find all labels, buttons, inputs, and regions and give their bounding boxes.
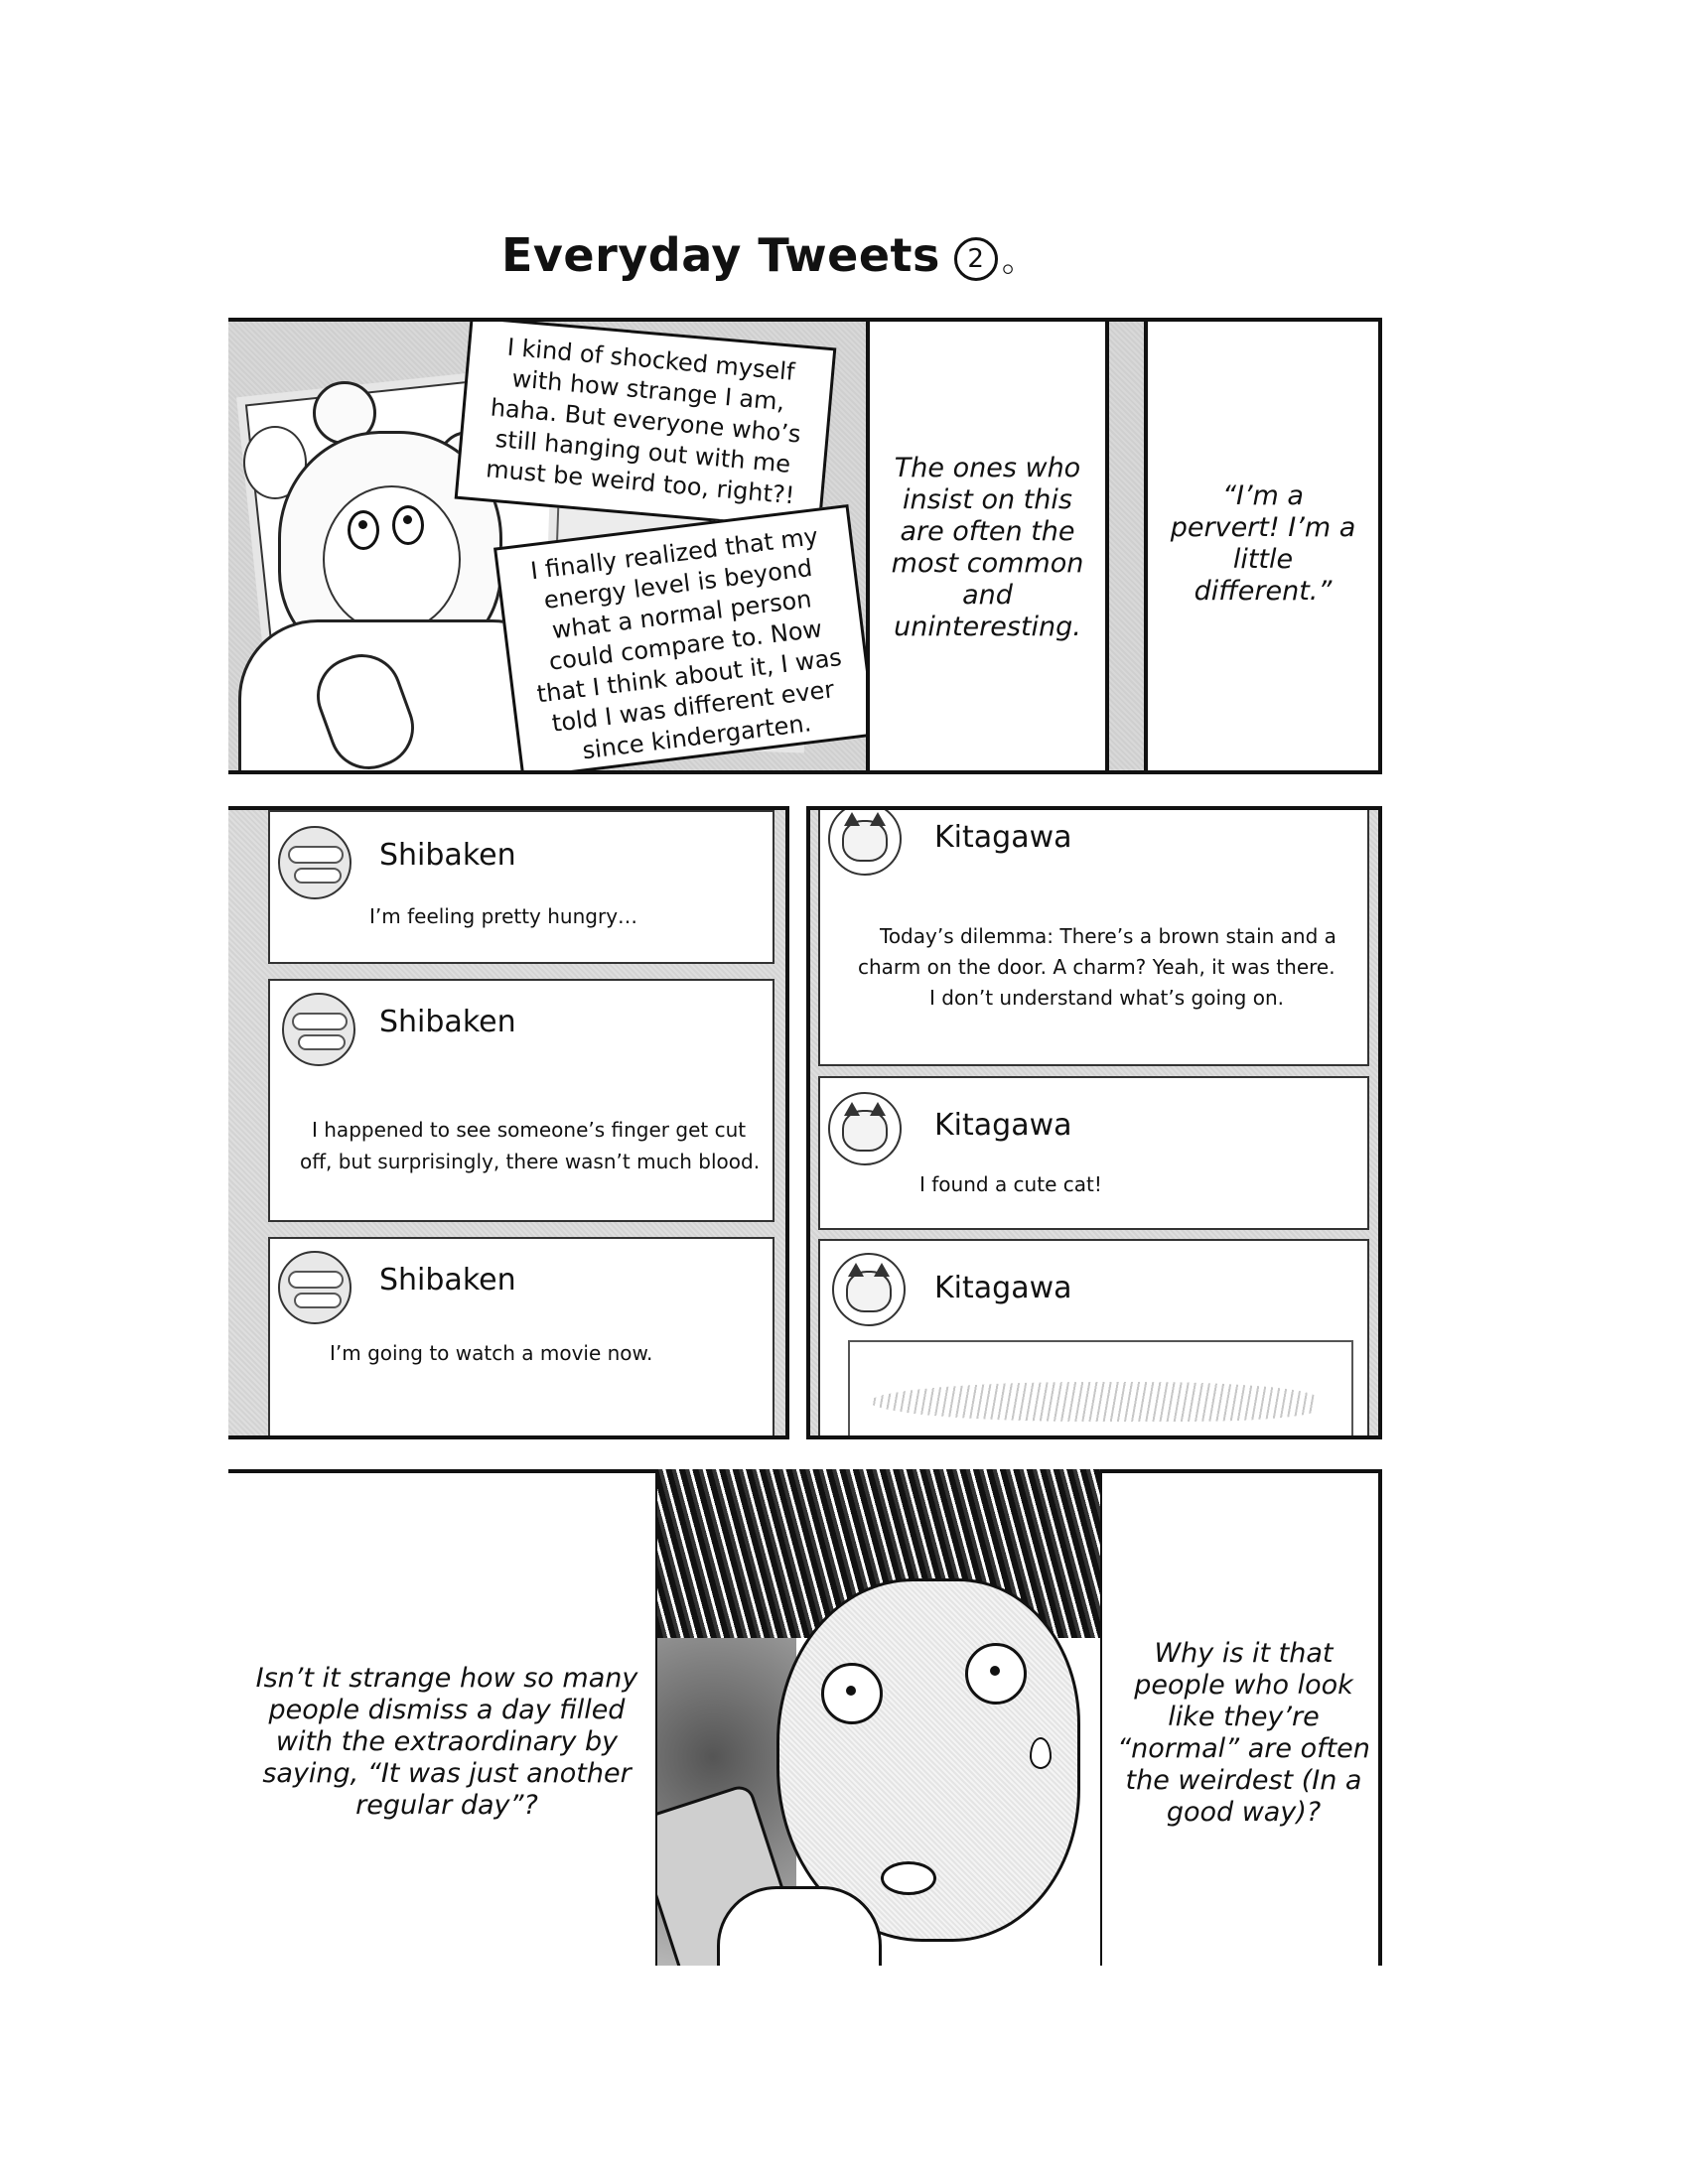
page-title bbox=[501, 228, 1057, 298]
sweat-drop-icon bbox=[1030, 1737, 1052, 1769]
tweet-username: Kitagawa bbox=[934, 1108, 1072, 1143]
eye-left bbox=[821, 1663, 883, 1724]
cloud-icon bbox=[278, 1251, 352, 1324]
cat-face-icon bbox=[846, 1271, 892, 1312]
tweet-card bbox=[268, 810, 774, 964]
tweet-text-line: I happened to see someone’s finger get cut bbox=[312, 1118, 747, 1142]
eye-right bbox=[392, 505, 424, 545]
tweet-text: I found a cute cat! bbox=[919, 1172, 1102, 1196]
tweet-text-line: Today’s dilemma: There’s a brown stain and a bbox=[880, 924, 1336, 948]
tweet-username: Kitagawa bbox=[934, 1271, 1072, 1305]
tweet-feed-kitagawa bbox=[806, 806, 1382, 1439]
cloud-icon bbox=[282, 993, 355, 1066]
cat-icon bbox=[828, 806, 902, 876]
narration-mid-text: The ones who insist on this are often the most common and uninteresting. bbox=[891, 453, 1084, 642]
character-mouth bbox=[881, 1861, 936, 1895]
caption-box-2: I finally realized that my energy level is beyond what a normal person could compare to. Now that I think about it, I was told I was different ever since kindergarten. bbox=[493, 504, 869, 774]
tweet-text-line: I don’t understand what’s going on. bbox=[929, 986, 1284, 1010]
panel-photo-collage bbox=[228, 318, 869, 774]
narration-left: Isn’t it strange how so many people dismiss a day filled with the extraordinary by saying, “It was just another regular day”? bbox=[255, 1663, 638, 1821]
narration-right-text: “I’m a pervert! I’m a little different.” bbox=[1170, 480, 1356, 607]
eye-left bbox=[348, 510, 379, 550]
tweet-username: Kitagawa bbox=[934, 820, 1072, 855]
tweet-card bbox=[818, 1239, 1369, 1439]
tweet-username: Shibaken bbox=[379, 838, 516, 873]
panel-narration-mid bbox=[866, 318, 1109, 774]
chapter-number-badge: 2 bbox=[954, 237, 998, 281]
panel-narration-right bbox=[1144, 318, 1382, 774]
character-hand bbox=[717, 1886, 882, 1966]
tweet-text: I’m feeling pretty hungry… bbox=[369, 904, 638, 928]
narration-right: Why is it that people who look like they’re “normal” are often the weirdest (In a good way)? bbox=[1117, 1638, 1370, 1828]
cat-face-icon bbox=[842, 1110, 888, 1152]
tweet-username: Shibaken bbox=[379, 1005, 516, 1039]
panel-character-closeup bbox=[655, 1469, 1102, 1966]
cat-icon bbox=[828, 1092, 902, 1165]
tweet-text-line: off, but surprisingly, there wasn’t much blood. bbox=[300, 1150, 761, 1173]
tweet-text: I’m going to watch a movie now. bbox=[330, 1341, 653, 1365]
cloud-icon bbox=[278, 826, 352, 899]
tweet-card bbox=[818, 1076, 1369, 1230]
tweet-text-line: charm on the door. A charm? Yeah, it was there. bbox=[858, 955, 1336, 979]
cat-icon bbox=[832, 1253, 906, 1326]
page-title-text: Everyday Tweets bbox=[501, 228, 940, 282]
tweet-card bbox=[818, 806, 1369, 1066]
title-suffix: 。 bbox=[1001, 240, 1037, 280]
tweet-feed-shibaken bbox=[228, 806, 789, 1439]
tweet-image-cat-blur bbox=[848, 1340, 1353, 1439]
character-face bbox=[323, 485, 461, 633]
cat-face-icon bbox=[842, 820, 888, 862]
tweet-card bbox=[268, 1237, 774, 1439]
tweet-username: Shibaken bbox=[379, 1263, 516, 1297]
tweet-card bbox=[268, 979, 774, 1222]
panel-gutter bbox=[1109, 318, 1144, 774]
caption-box-1: I kind of shocked myself with how strange I am, haha. But everyone who’s still hanging out with me must be weird too, right?! bbox=[455, 318, 837, 531]
eye-right bbox=[965, 1643, 1027, 1705]
